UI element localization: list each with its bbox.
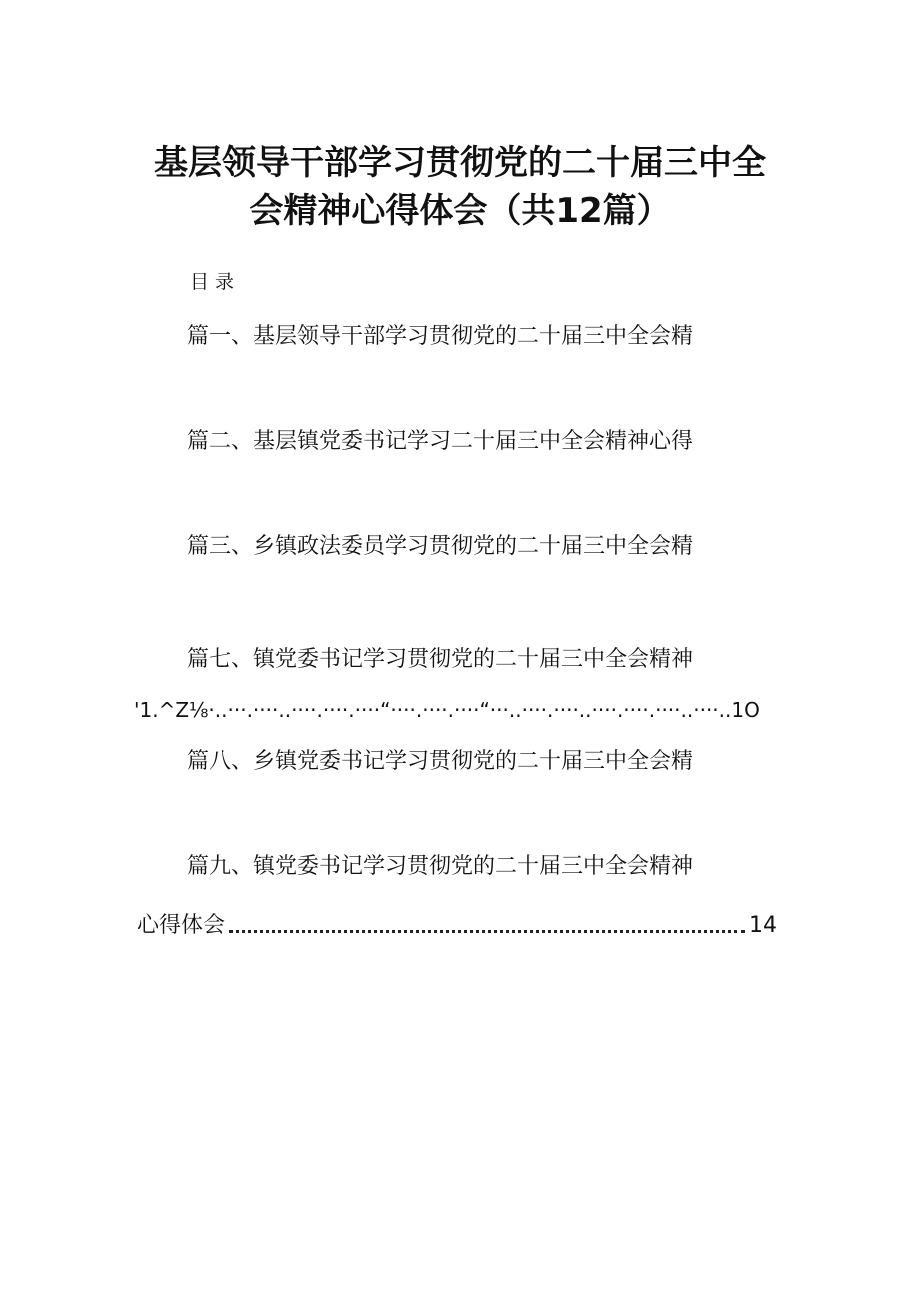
- toc-entry-7[interactable]: 篇七、镇党委书记学习贯彻党的二十届三中全会精神: [187, 647, 694, 672]
- toc-entry-3[interactable]: 篇三、乡镇政法委员学习贯彻党的二十届三中全会精: [187, 534, 694, 559]
- toc-entry-8[interactable]: 篇八、乡镇党委书记学习贯彻党的二十届三中全会精: [187, 749, 694, 774]
- toc-dot-leader: [229, 929, 745, 933]
- toc-entry-1[interactable]: 篇一、基层领导干部学习贯彻党的二十届三中全会精: [187, 324, 694, 349]
- document-title-line-2: 会精神心得体会（共12篇）: [249, 191, 671, 231]
- toc-entry-9-continuation-text: 心得体会: [137, 913, 226, 938]
- toc-entry-9[interactable]: 篇九、镇党委书记学习贯彻党的二十届三中全会精神: [187, 854, 694, 879]
- document-title-line-1: 基层领导干部学习贯彻党的二十届三中全: [154, 143, 766, 183]
- toc-heading: 目录: [190, 271, 241, 293]
- toc-entry-2[interactable]: 篇二、基层镇党委书记学习二十届三中全会精神心得: [187, 429, 694, 454]
- toc-page-number: 14: [749, 913, 777, 938]
- toc-entry-9-continuation[interactable]: [137, 909, 777, 941]
- toc-leader-line-garbled: '1.^Z⅛·..···.····..····.····.····“····.····.····“···..····.····..····.····.····..····..1O: [134, 698, 760, 722]
